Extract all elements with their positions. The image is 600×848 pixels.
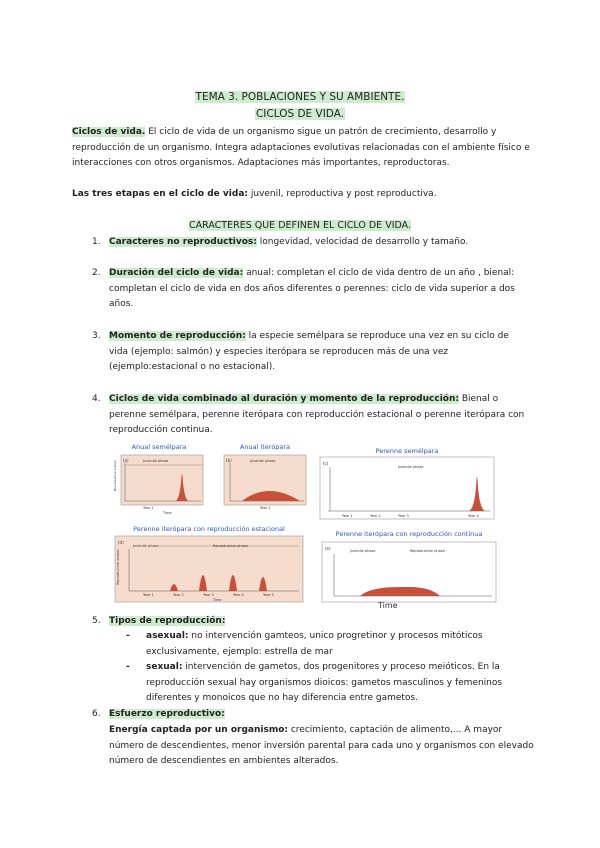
svg-text:Year 2: Year 2 [370,514,381,518]
svg-text:(d): (d) [118,540,124,545]
phase-label: Juvenile phase [143,459,169,463]
svg-text:Year 4: Year 4 [468,514,479,518]
page-title: TEMA 3. POBLACIONES Y SU AMBIENTE. [195,91,405,103]
svg-text:Reproductive output: Reproductive output [113,460,117,491]
time-label: Time [163,511,172,515]
intro-paragraph: Ciclos de vida. El ciclo de vida de un organismo sigue un patrón de crecimiento, desarrollo y reproducción de un organismo. Integra adaptaciones evolutivas relacionadas con el ambiente físico e interacciones con otros organismos. Adaptaciones más importantes, reproductoras. [72,127,530,168]
chart-annual-iteroparous: Anual iterópara (b) Juvenile phase Year 1 [220,443,310,515]
svg-text:Year 1: Year 1 [260,506,271,510]
chart-perennial-semelparous: Perenne semélpara (c) Juvenile phase Year 1 Year 2 Year 3 Year 4 [318,447,496,523]
svg-text:Reproductive phase: Reproductive phase [410,549,445,553]
svg-text:Juvenile phase: Juvenile phase [398,465,424,469]
svg-text:Year 1: Year 1 [342,514,353,518]
effort-paragraph: Energía captada por un organismo: crecimiento, captación de alimento,... A mayor número de descendientes, menor inversión parental para cada uno y organismos con elevado número de descendientes en ambientes alterados. [109,725,534,766]
svg-text:Year 3: Year 3 [203,593,214,597]
axis-x-label: Year 1 [143,506,154,510]
svg-text:(e): (e) [325,546,331,551]
page-subtitle: CICLOS DE VIDA. [255,108,345,120]
svg-text:(b): (b) [226,458,232,463]
chart-letter: (a) [123,458,129,463]
svg-text:Juvenile phase: Juvenile phase [133,544,159,548]
svg-text:Year 1: Year 1 [143,593,154,597]
svg-text:Year 5: Year 5 [263,593,274,597]
stages-paragraph: Las tres etapas en el ciclo de vida: juvenil, reproductiva y post reproductiva. [72,189,437,199]
chart-perennial-iteroparous-continuous: Perenne iterópara con reproducción continua (e) Juvenile phase Reproductive phase Time [320,530,498,610]
svg-text:Reproductive phase: Reproductive phase [213,544,248,548]
svg-text:Juvenile phase: Juvenile phase [350,549,376,553]
svg-text:Year 3: Year 3 [398,514,409,518]
section-title: CARACTERES QUE DEFINEN EL CICLO DE VIDA. [188,220,412,231]
svg-text:Time: Time [378,601,398,610]
svg-text:Time: Time [213,598,222,602]
svg-text:Reproductive output: Reproductive output [116,549,120,585]
chart-perennial-iteroparous-seasonal: Perenne iterópara con reproducción estacional (d) Juvenile phase Reproductive phase Reproductive output Year 1 Year 2 Year 3 Year 4 Year 5 Time [113,525,305,605]
svg-text:(c): (c) [323,461,329,466]
chart-annual-semelparous: Anual semélpara (a) Juvenile phase Reproductive output Year 1 Time [113,443,205,515]
svg-text:Year 2: Year 2 [173,593,184,597]
svg-text:Year 4: Year 4 [233,593,244,597]
svg-text:Juvenile phase: Juvenile phase [250,459,276,463]
